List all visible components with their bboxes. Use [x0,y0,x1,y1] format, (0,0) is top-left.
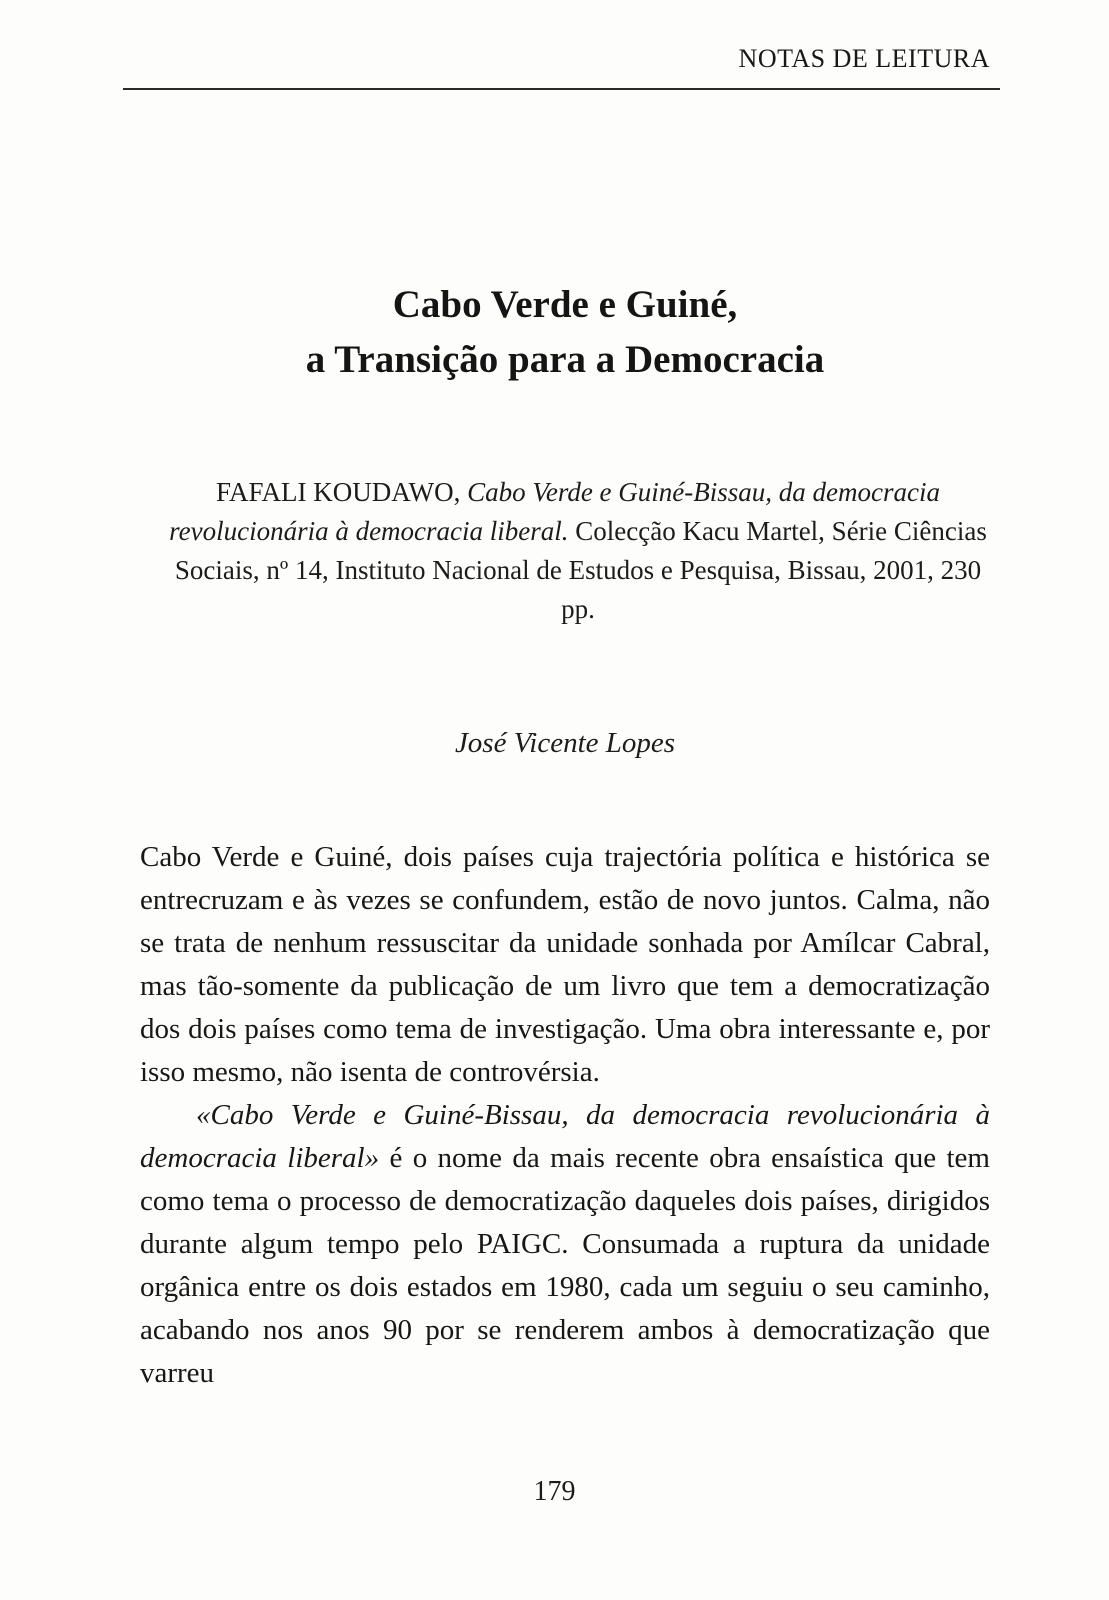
page-number: 179 [533,1476,576,1507]
citation-author: FAFALI KOUDAWO, [216,477,468,508]
citation-publication-details: Colecção Kacu Martel, Série Ciências Sociais, nº 14, Instituto Nacional de Estudos e Pesquisa, Bissau, 2001, 230 pp. [174,516,987,625]
header-rule [123,88,1000,90]
paragraph-1 [140,836,990,1094]
citation-work-title: Cabo Verde e Guiné-Bissau, da democracia revolucionária à democracia liberal. [169,477,940,547]
paragraph-2 [140,1094,990,1395]
text-segment: é o nome da mais recente obra ensaística que tem como tema o processo de democratização daqueles dois países, dirigidos durante algum tempo pelo PAIGC. Consumada a ruptura da unidade orgânica entre os dois estados em 1980, cada um seguiu o seu caminho, acabando nos anos 90 por se renderem ambos à democratização que varreu [140,1142,990,1390]
text-segment-quoted-title: «Cabo Verde e Guiné-Bissau, da democracia revolucionária à democracia liberal» [140,1099,990,1175]
bibliographic-citation [140,473,990,629]
article-title-line-2: a Transição para a Democracia [305,337,825,381]
page-header [140,44,990,90]
article-title [140,278,990,387]
running-header: NOTAS DE LEITURA [738,44,990,73]
article-title-line-1: Cabo Verde e Guiné, [392,283,738,326]
text-segment: Cabo Verde e Guiné, dois países cuja trajectória política e histórica se entrecruzam e às vezes se confundem, estão de novo juntos. Calma, não se trata de nenhum ressuscitar da unidade sonhada por Amílcar Cabral, mas tão-somente da publicação de um livro que tem a democratização dos dois países como tema de investigação. Uma obra interessante e, por isso mesmo, não isenta de controvérsia. [140,841,990,1089]
reviewer-name: José Vicente Lopes [454,727,676,760]
article-body [140,836,990,1395]
